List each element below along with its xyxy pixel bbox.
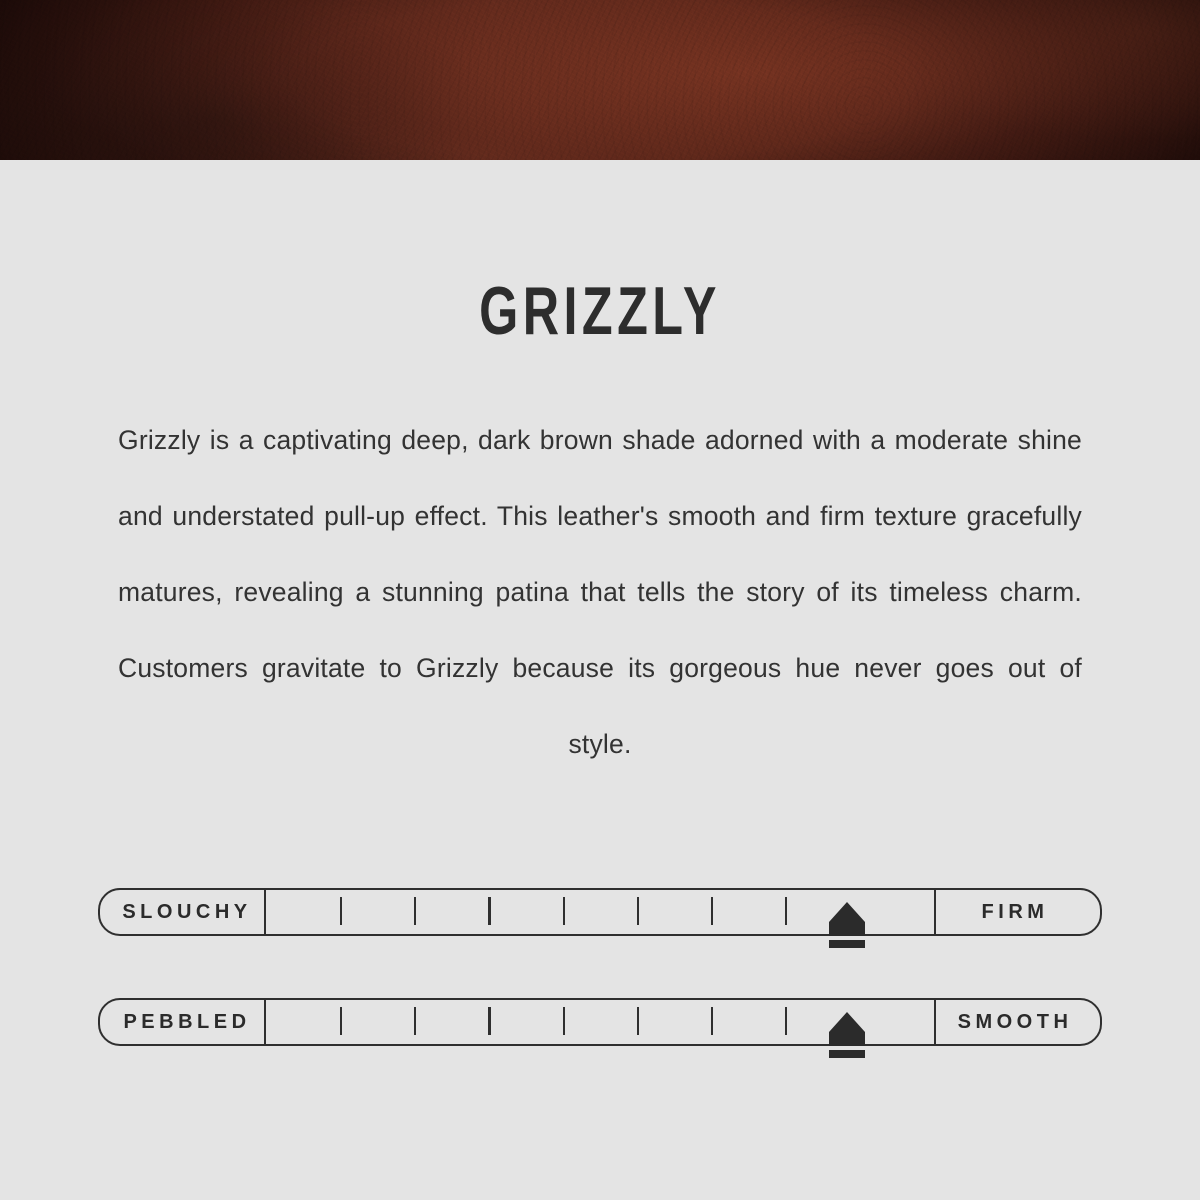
scale-tick	[637, 1007, 639, 1035]
marker-body	[829, 922, 865, 936]
card-content	[0, 160, 1200, 782]
scale-left-label: PEBBLED	[100, 1000, 266, 1044]
grizzly-leather-swatch	[0, 0, 1200, 160]
swatch-vignette	[0, 0, 1200, 160]
marker-foot	[829, 1050, 865, 1058]
marker-foot	[829, 940, 865, 948]
scale-track[interactable]	[266, 1000, 934, 1044]
scale-marker-structure[interactable]	[829, 902, 865, 948]
scale-tick	[340, 897, 342, 925]
page-title: GRIZZLY	[479, 273, 721, 349]
marker-head-icon	[829, 902, 865, 922]
scale-tick	[340, 1007, 342, 1035]
scale-tick	[785, 1007, 787, 1035]
scale-bar[interactable]	[98, 888, 1102, 936]
scale-tick	[711, 897, 713, 925]
scale-tick	[488, 897, 490, 925]
marker-stripe	[829, 1046, 865, 1050]
scale-tick	[785, 897, 787, 925]
scale-tick	[711, 1007, 713, 1035]
marker-body	[829, 1032, 865, 1046]
scale-tick	[488, 1007, 490, 1035]
scale-left-label: SLOUCHY	[100, 890, 266, 934]
scale-tick	[414, 897, 416, 925]
scale-tick	[563, 897, 565, 925]
color-description: Grizzly is a captivating deep, dark brown shade adorned with a moderate shine and understated pull-up effect. This leather's smooth and firm texture gracefully matures, revealing a stunning patina that tells the story of its timeless charm. Customers gravitate to Grizzly because its gorgeous hue never goes out of style.	[118, 425, 1082, 759]
scale-right-label: FIRM	[934, 890, 1100, 934]
scale-structure	[0, 888, 1200, 998]
scale-marker-texture[interactable]	[829, 1012, 865, 1058]
marker-head-icon	[829, 1012, 865, 1032]
scale-right-label: SMOOTH	[934, 1000, 1100, 1044]
scale-tick	[637, 897, 639, 925]
scale-tick	[414, 1007, 416, 1035]
scale-texture	[0, 998, 1200, 1108]
scale-tick	[563, 1007, 565, 1035]
attribute-scales	[0, 888, 1200, 1108]
marker-stripe	[829, 936, 865, 940]
scale-track[interactable]	[266, 890, 934, 934]
scale-bar[interactable]	[98, 998, 1102, 1046]
